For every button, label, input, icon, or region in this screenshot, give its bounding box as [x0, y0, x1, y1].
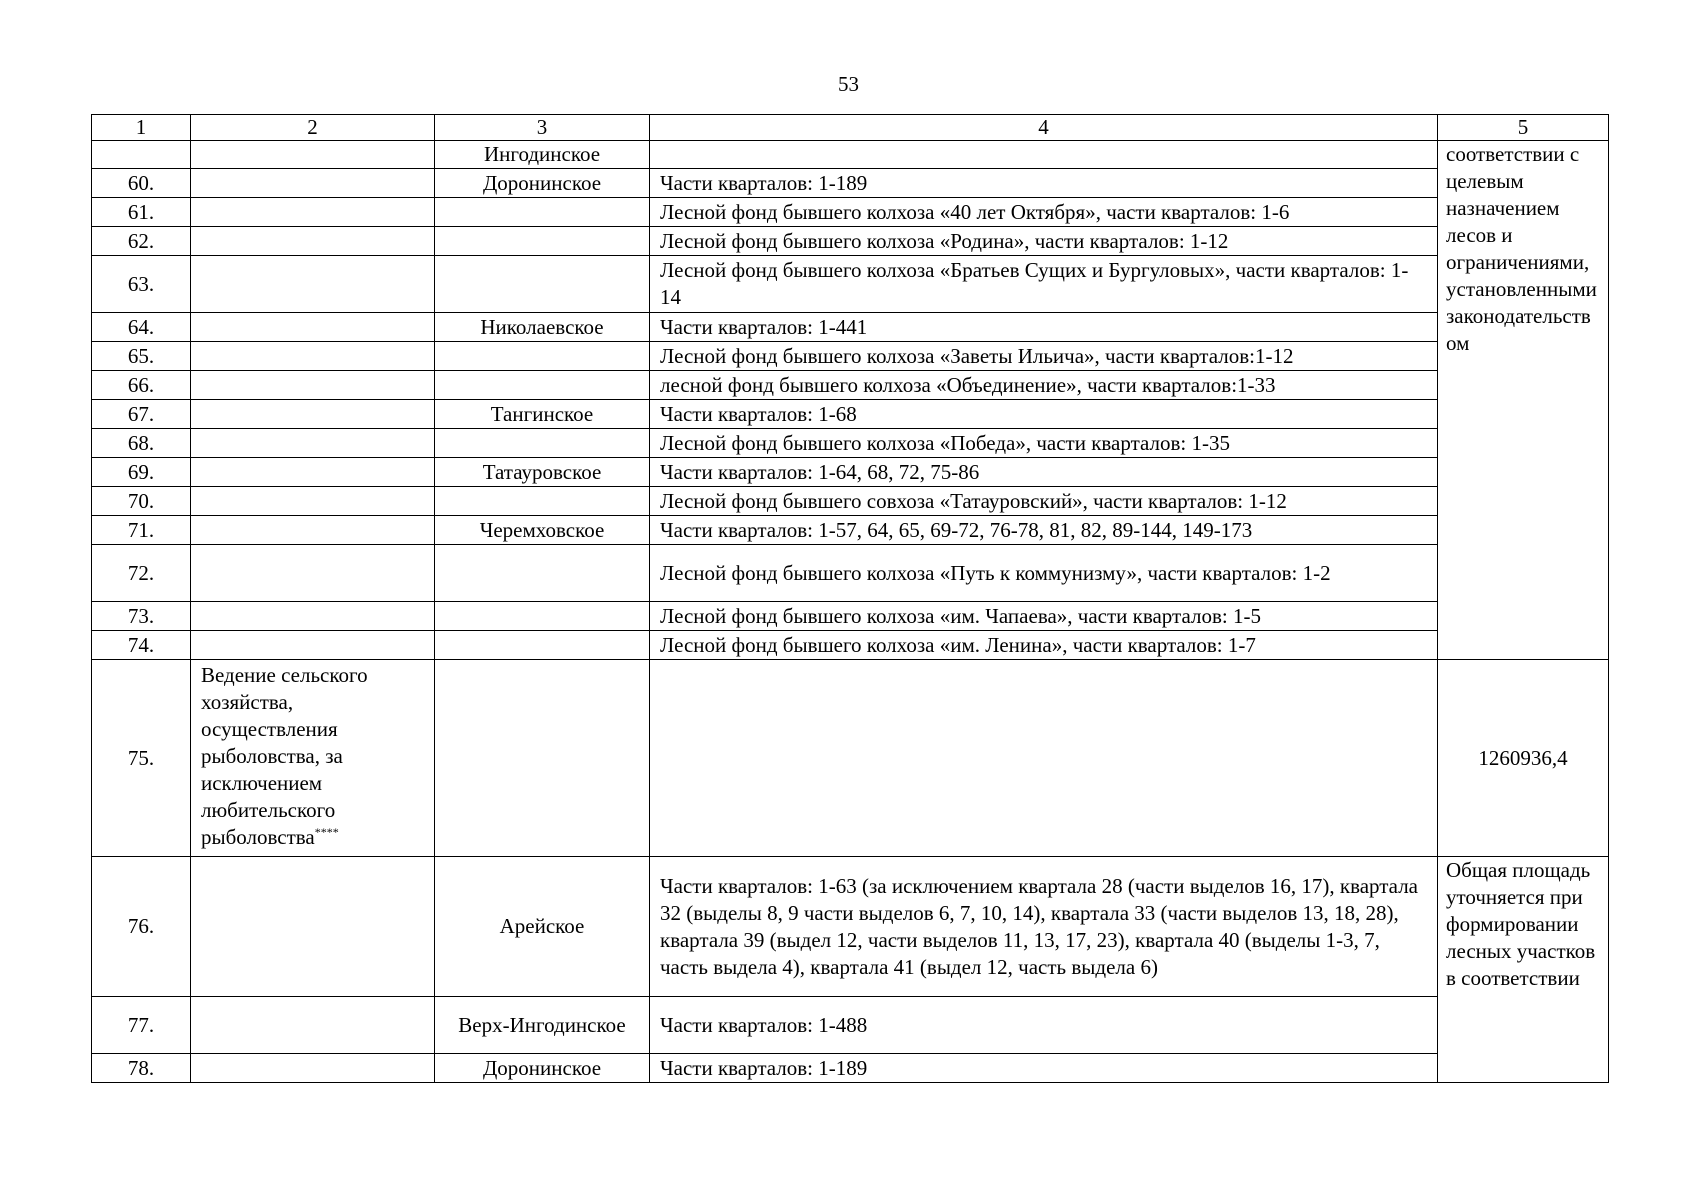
activity-type — [191, 602, 435, 631]
table-row — [92, 857, 1609, 997]
table-row — [92, 169, 1609, 198]
table-row — [92, 997, 1609, 1054]
forestry-district — [435, 602, 650, 631]
activity-type — [191, 169, 435, 198]
forestry-district: Верх-Ингодинское — [435, 997, 650, 1054]
row-number: 60. — [92, 169, 191, 198]
activity-type — [191, 342, 435, 371]
forest-allocation-table — [91, 114, 1609, 1083]
quarter-description: Части кварталов: 1-57, 64, 65, 69-72, 76-78, 81, 82, 89-144, 149-173 — [650, 516, 1438, 545]
row-number: 61. — [92, 198, 191, 227]
table-row — [92, 198, 1609, 227]
total-area-value: 1260936,4 — [1438, 660, 1609, 857]
activity-type — [191, 198, 435, 227]
row-number: 73. — [92, 602, 191, 631]
table-row — [92, 1054, 1609, 1083]
quarter-description: Лесной фонд бывшего колхоза «Родина», части кварталов: 1-12 — [650, 227, 1438, 256]
forestry-district: Черемховское — [435, 516, 650, 545]
forestry-district — [435, 429, 650, 458]
quarter-description: Части кварталов: 1-68 — [650, 400, 1438, 429]
col5-note-block-2: Общая площадь уточняется при формировании лесных участков в соответствии — [1438, 857, 1609, 1083]
row-number: 72. — [92, 545, 191, 602]
quarter-description: Лесной фонд бывшего совхоза «Татауровский», части кварталов: 1-12 — [650, 487, 1438, 516]
table-row — [92, 602, 1609, 631]
row-number: 63. — [92, 256, 191, 313]
activity-type — [191, 227, 435, 256]
page-number: 53 — [838, 72, 859, 96]
quarter-description: Лесной фонд бывшего колхоза «им. Ленина», части кварталов: 1-7 — [650, 631, 1438, 660]
quarter-description: Части кварталов: 1-189 — [650, 1054, 1438, 1083]
table-row — [92, 313, 1609, 342]
activity-type — [191, 631, 435, 660]
header-col-5: 5 — [1438, 115, 1609, 141]
quarter-description: Части кварталов: 1-64, 68, 72, 75-86 — [650, 458, 1438, 487]
activity-type — [191, 256, 435, 313]
forestry-district: Доронинское — [435, 169, 650, 198]
activity-type — [191, 487, 435, 516]
header-col-3: 3 — [435, 115, 650, 141]
activity-type — [191, 400, 435, 429]
forestry-district — [435, 227, 650, 256]
forestry-district: Арейское — [435, 857, 650, 997]
forestry-district — [435, 631, 650, 660]
footnote-mark: **** — [314, 825, 339, 839]
table-row — [92, 545, 1609, 602]
quarter-description: Лесной фонд бывшего колхоза «40 лет Октября», части кварталов: 1-6 — [650, 198, 1438, 227]
table-row — [92, 660, 1609, 857]
quarter-description: Части кварталов: 1-441 — [650, 313, 1438, 342]
header-col-1: 1 — [92, 115, 191, 141]
quarter-description: Части кварталов: 1-488 — [650, 997, 1438, 1054]
table-row — [92, 516, 1609, 545]
row-number: 70. — [92, 487, 191, 516]
table-row — [92, 141, 1609, 169]
activity-type — [191, 313, 435, 342]
forestry-district — [435, 660, 650, 857]
table-row — [92, 371, 1609, 400]
quarter-description — [650, 141, 1438, 169]
forestry-district — [435, 487, 650, 516]
row-number: 78. — [92, 1054, 191, 1083]
forestry-district: Доронинское — [435, 1054, 650, 1083]
row-number: 66. — [92, 371, 191, 400]
row-number: 75. — [92, 660, 191, 857]
forestry-district: Тангинское — [435, 400, 650, 429]
quarter-description: лесной фонд бывшего колхоза «Объединение», части кварталов:1-33 — [650, 371, 1438, 400]
table-row — [92, 400, 1609, 429]
activity-type — [191, 545, 435, 602]
forestry-district: Ингодинское — [435, 141, 650, 169]
activity-type — [191, 997, 435, 1054]
forestry-district — [435, 371, 650, 400]
forestry-district: Татауровское — [435, 458, 650, 487]
quarter-description — [650, 660, 1438, 857]
row-number: 62. — [92, 227, 191, 256]
activity-type — [191, 516, 435, 545]
header-col-2: 2 — [191, 115, 435, 141]
row-number: 64. — [92, 313, 191, 342]
activity-type — [191, 458, 435, 487]
table-row — [92, 227, 1609, 256]
table-row — [92, 631, 1609, 660]
table-row — [92, 342, 1609, 371]
activity-type — [191, 1054, 435, 1083]
row-number: 76. — [92, 857, 191, 997]
quarter-description: Лесной фонд бывшего колхоза «Братьев Сущих и Бургуловых», части кварталов: 1-14 — [650, 256, 1438, 313]
row-number: 74. — [92, 631, 191, 660]
quarter-description: Части кварталов: 1-63 (за исключением квартала 28 (части выделов 16, 17), квартала 32 (выделы 8, 9 части выделов 6, 7, 10, 14), квартала 33 (части выделов 13, 18, 28), квартала 39 (выдел 12, части выделов 11, 13, 17, 23), квартала 40 (выделы 1-3, 7, часть выдела 4), квартала 41 (выдел 12, часть выдела 6) — [650, 857, 1438, 997]
forestry-district — [435, 342, 650, 371]
activity-type — [191, 141, 435, 169]
table-row — [92, 458, 1609, 487]
table-header-row — [92, 115, 1609, 141]
row-number — [92, 141, 191, 169]
table-row — [92, 429, 1609, 458]
activity-type — [191, 857, 435, 997]
quarter-description: Лесной фонд бывшего колхоза «Путь к коммунизму», части кварталов: 1-2 — [650, 545, 1438, 602]
col5-note-block-1: соответствии с целевым назначением лесов и ограничениями, установленными законодательством — [1438, 141, 1609, 660]
row-number: 65. — [92, 342, 191, 371]
forestry-district — [435, 256, 650, 313]
quarter-description: Части кварталов: 1-189 — [650, 169, 1438, 198]
row-number: 71. — [92, 516, 191, 545]
forestry-district — [435, 545, 650, 602]
table-row — [92, 256, 1609, 313]
quarter-description: Лесной фонд бывшего колхоза «Заветы Ильича», части кварталов:1-12 — [650, 342, 1438, 371]
row-number: 69. — [92, 458, 191, 487]
forestry-district — [435, 198, 650, 227]
forestry-district: Николаевское — [435, 313, 650, 342]
activity-type-text: Ведение сельского хозяйства, осуществления рыболовства, за исключением любительского рыболовства — [201, 663, 368, 849]
row-number: 68. — [92, 429, 191, 458]
quarter-description: Лесной фонд бывшего колхоза «им. Чапаева», части кварталов: 1-5 — [650, 602, 1438, 631]
row-number: 77. — [92, 997, 191, 1054]
activity-type — [191, 429, 435, 458]
quarter-description: Лесной фонд бывшего колхоза «Победа», части кварталов: 1-35 — [650, 429, 1438, 458]
activity-type — [191, 660, 435, 857]
header-col-4: 4 — [650, 115, 1438, 141]
row-number: 67. — [92, 400, 191, 429]
table-row — [92, 487, 1609, 516]
activity-type — [191, 371, 435, 400]
